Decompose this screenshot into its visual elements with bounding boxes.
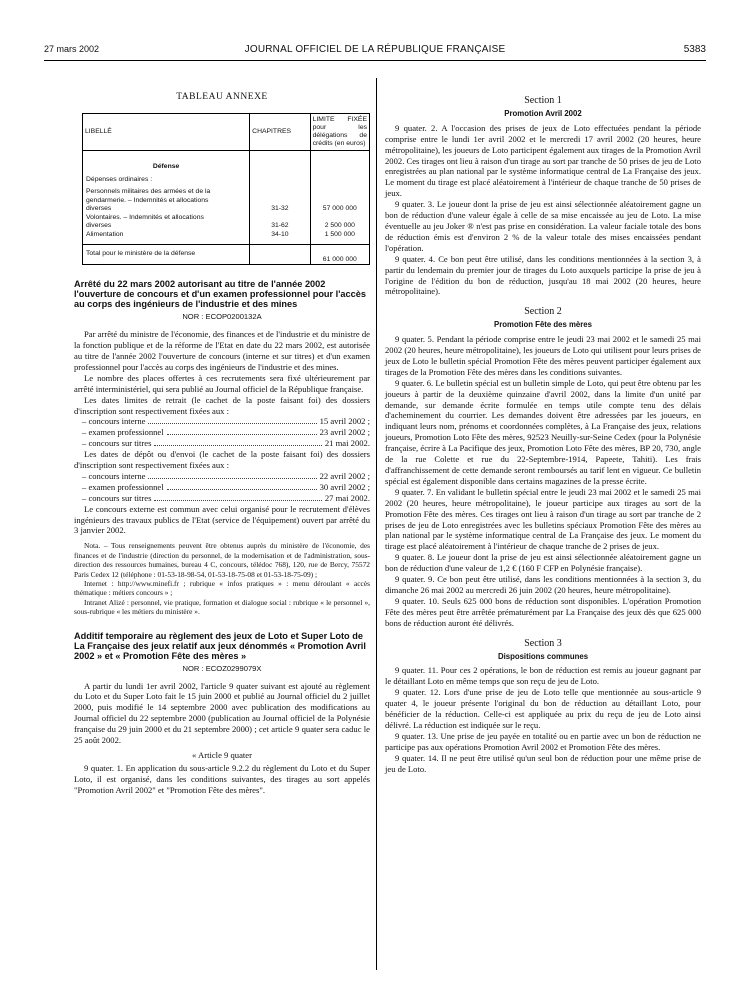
table-section: Défense [83,150,250,171]
article-heading: « Article 9 quater [192,749,252,760]
header-date: 27 mars 2002 [44,44,100,54]
paragraph: 9 quater. 14. Il ne peut être utilisé qu'un seul bon de réduction pour une même prise de jeu de Loto. [385,752,701,774]
page-header [44,44,706,58]
table-row: Volontaires. – Indemnités et allocations diverses [83,214,250,231]
table-subhead: Dépenses ordinaires : [83,172,250,185]
paragraph: 9 quater. 4. Ce bon peut être utilisé, dans les conditions mentionnées à la section 3, à partir du lendemain du premier jour de tirages du Loto auxquels participe la prise de jeu à l'origine de l'édition du bon de réduction, jusqu'au 18 mai 2002 (20 heures, heure métropolitaine). [385,253,701,297]
list-item: – concours sur titres 21 mai 2002. [82,438,370,449]
paragraph: 9 quater. 13. Une prise de jeu payée en totalité ou en partie avec un bon de réduction ne participe pas aux opérations Promotion Avril 2002 et Promotion Fête des mères. [385,730,701,752]
right-column [385,96,701,774]
paragraph: Le concours externe est commun avec celui organisé pour le recrutement d'élèves ingénieurs des travaux publics de l'Etat (service de l'équipement) ouvert par arrêté du 3 janvier 2002. [74,503,370,536]
section-heading: Section 3 [524,637,562,649]
paragraph: 9 quater. 1. En application du sous-article 9.2.2 du règlement du Loto et du Super Loto, il est organisé, dans les conditions suivantes, des tirages au sort appelés "Promotion Avril 2002" et "Promotion Fête des mères". [74,762,370,795]
paragraph: A partir du lundi 1er avril 2002, l'article 9 quater suivant est ajouté au règlement du Loto et du Super Loto fait le 15 juin 2000 et publié au Journal officiel du 2 juillet 2000, puis modifié le 14 septembre 2000 avec publication des modifications au Journal officiel du 22 septembre 2000 (publication au Journal officiel de la Polynésie française du 29 juin 2000 et du 21 septembre 2000) ; cet article 9 quater sera caduc le 25 août 2002. [74,680,370,746]
paragraph: 9 quater. 10. Seuls 625 000 bons de réduction sont disponibles. L'opération Promotion Fête des mères peut être arrêtée prématurément par La Française des jeux dès que 625 000 bons de réduction auront été délivrés. [385,595,701,628]
list-item: – concours sur titres 27 mai 2002. [82,492,370,503]
header-rule [44,60,706,61]
header-journal-title: JOURNAL OFFICIEL DE LA RÉPUBLIQUE FRANÇAISE [244,44,506,55]
table-total-label: Total pour le ministère de la défense [83,244,250,265]
paragraph: 9 quater. 2. A l'occasion des prises de jeux de Loto effectuées pendant la période comprise entre le lundi 1er avril 2002 et le mercredi 17 avril 2002 (20 heures, heure métropolitaine), les joueurs de Loto participent également aux tirages de la Promotion Avril 2002. Ces tirages ont lieu à raison d'un tirage au sort par tranche de 50 prises de jeu de Loto enregistrées au plan national par le système informatique central de La Française des jeux. Le moment du tirage est placé aléatoirement à l'intérieur de chaque tranche de 50 prises de jeux. [385,122,701,199]
section-heading: Section 1 [524,95,562,106]
annex-table: LIBELLÉ CHAPITRES LIMITE FIXÉE pour les délégations de crédits (en euros) Défense Dépenses ordinaires : Personnels militaires des armées et de la gendarmerie. – Indemnités et allocations diverses 31-32 57 000 000 Volontaires. – Indemnités et allocations diverses 31-62 2 500 000 Alimentation 34-10 1 500 000 Total pour le ministère de la défense 61 000 000 [82,113,370,265]
paragraph: 9 quater. 6. Le bulletin spécial est un bulletin simple de Loto, qui peut être obtenu par les joueurs à partir de la deuxième quinzaine d'avril 2002, dans la limite d'un unité par demande, sur demande écrite formulée en temps utile compte tenu des délais d'acheminement du courrier. Les demandes doivent être adressées par les joueurs, en indiquant leurs nom, prénoms et coordonnées complètes, à La Française des jeux, relations joueurs, Promotion Loto Fête des mères, 92523 Neuilly-sur-Seine Cedex (pour la Polynésie française, écrire à La Pacifique des jeux, Promotion Loto Fête des mères, BP 20, 730, angle de la rue Colette et rue du 22-Septembre-1914, Papeete, Tahiti). Les frais d'affranchissement de cette demande seront remboursés au tarif lent en vigueur. Ce bulletin spécial est également disponible dans certains magazines de la presse écrite. [385,377,701,486]
note: Internet : http://www.minefi.fr ; rubrique « infos pratiques » : menu déroulant « accès thématique : métiers concours » ; [74,579,370,598]
nor-reference: NOR : ECOZ0299079X [182,663,262,673]
list-item: – concours interne 22 avril 2002 ; [82,470,370,481]
annex-title: TABLEAU ANNEXE [176,92,268,102]
th-chapitres: CHAPITRES [250,113,310,150]
section-heading: Section 2 [524,306,562,318]
list-item: – concours interne 15 avril 2002 ; [82,416,370,427]
paragraph: 9 quater. 12. Lors d'une prise de jeu de Loto telle que mentionnée au sous-article 9 quater 4, le joueur présente l'original du bon de réduction au détaillant Loto, pour bénéficier de la réduction. Celle-ci est appliquée au prix du reçu de jeu de Loto ainsi délivré. La réduction est indiquée sur le reçu. [385,687,701,730]
note: Intranet Alizé : personnel, vie pratique, formation et dialogue social : rubrique « le personnel », sous-rubrique « les métiers du ministère ». [74,597,370,617]
note: Nota. – Tous renseignements peuvent être obtenus auprès du ministère de l'économie, des finances et de l'industrie (direction du personnel, de la modernisation et de l'administration, sous-direction des ressources humaines, bureau 4 C, concours, télédoc 768), 120, rue de Bercy, 75572 Paris Cedex 12 (téléphone : 01-53-18-98-54, 01-53-18-75-08 et 01-53-18-75-09) ; [74,541,370,579]
section-title: Dispositions communes [497,651,589,661]
table-row: Personnels militaires des armées et de la gendarmerie. – Indemnités et allocations diverses [83,184,250,214]
paragraph: 9 quater. 3. Le joueur dont la prise de jeu est ainsi sélectionnée aléatoirement gagne un bon de réduction d'une valeur égale à celle de sa mise encaissée au jeu de Loto. La mise éventuelle au jeu Joker ® n'est pas prise en considération. La valeur faciale totale des bons de réduction émis est d'environ 2 % de la valeur totale des mises encaissées pendant l'opération. [385,199,701,253]
section-title: Promotion Fête des mères [494,320,592,330]
header-page-number: 5383 [683,44,706,55]
paragraph: Le nombre des places offertes à ces recrutements sera fixé ultérieurement par arrêté interministériel, qui sera publié au Journal officiel de la République française. [74,372,370,394]
paragraph: 9 quater. 8. Le joueur dont la prise de jeu est ainsi sélectionnée aléatoirement gagne un bon de réduction d'une valeur de 1,2 € (160 F CFP en Polynésie française). [385,552,701,574]
paragraph: 9 quater. 11. Pour ces 2 opérations, le bon de réduction est remis au joueur gagnant par le détaillant Loto en même temps que son reçu de jeu de Loto. [385,665,701,687]
paragraph: Les dates limites de retrait (le cachet de la poste faisant foi) des dossiers d'inscription sont respectivement fixées aux : [74,394,370,416]
table-row: Alimentation [83,231,250,244]
paragraph: Les dates de dépôt ou d'envoi (le cachet de la poste faisant foi) des dossiers d'inscription sont respectivement fixées aux : [74,449,370,471]
th-libelle: LIBELLÉ [83,113,250,150]
table-total-value: 61 000 000 [310,244,369,265]
th-limite: LIMITE FIXÉE pour les délégations de crédits (en euros) [310,113,369,150]
paragraph: 9 quater. 9. Ce bon peut être utilisé, dans les conditions mentionnées à la section 3, du dimanche 26 mai 2002 au mercredi 26 juin 2002 (20 heures, heure métropolitaine). [385,574,701,595]
paragraph: Par arrêté du ministre de l'économie, des finances et de l'industrie et du ministre de la fonction publique et de la réforme de l'Etat en date du 22 mars 2002, est autorisée au titre de l'année 2002 l'ouverture de concours (interne et sur titres) et d'un examen professionnel pour l'accès au corps des ingénieurs de l'industrie et des mines. [74,329,370,372]
decree-title: Additif temporaire au règlement des jeux de Loto et Super Loto de La Française des jeux relatif aux jeux dénommés « Promotion Avril 2002 » et « Promotion Fête des mères » [74,630,366,661]
nor-reference: NOR : ECOP0200132A [182,312,262,322]
decree-title: Arrêté du 22 mars 2002 autorisant au titre de l'année 2002 l'ouverture de concours et d'un examen professionnel pour l'accès au corps des ingénieurs de l'industrie et des mines [74,279,366,310]
left-column [74,92,370,796]
list-item: – examen professionnel 30 avril 2002 ; [82,481,370,492]
list-item: – examen professionnel 23 avril 2002 ; [82,427,370,438]
column-separator [376,78,377,970]
paragraph: 9 quater. 5. Pendant la période comprise entre le jeudi 23 mai 2002 et le samedi 25 mai 2002 (20 heures, heure métropolitaine), les joueurs de Loto qui utilisent pour leurs prises de jeux de Loto le bulletin spécial Promotion Fête des mères peuvent participer également aux tirages de la Promotion Fête des mères dans les conditions suivantes. [385,334,701,377]
paragraph: 9 quater. 7. En validant le bulletin spécial entre le jeudi 23 mai 2002 et le samedi 25 mai 2002 (20 heures, heure métropolitaine), le joueur participe aux tirages au sort de la Promotion Fête des mères. Ces tirages ont lieu à raison d'un tirage au sort par tranche de 2 prises de jeu de Loto enregistrées avec les bulletins spéciaux Promotion Fête des mères au plan national par le système informatique central de La Française des jeux. Le moment du tirage est placé aléatoirement à l'intérieur de chaque tranche de 2 prises de jeux. [385,486,701,552]
section-title: Promotion Avril 2002 [504,108,582,118]
